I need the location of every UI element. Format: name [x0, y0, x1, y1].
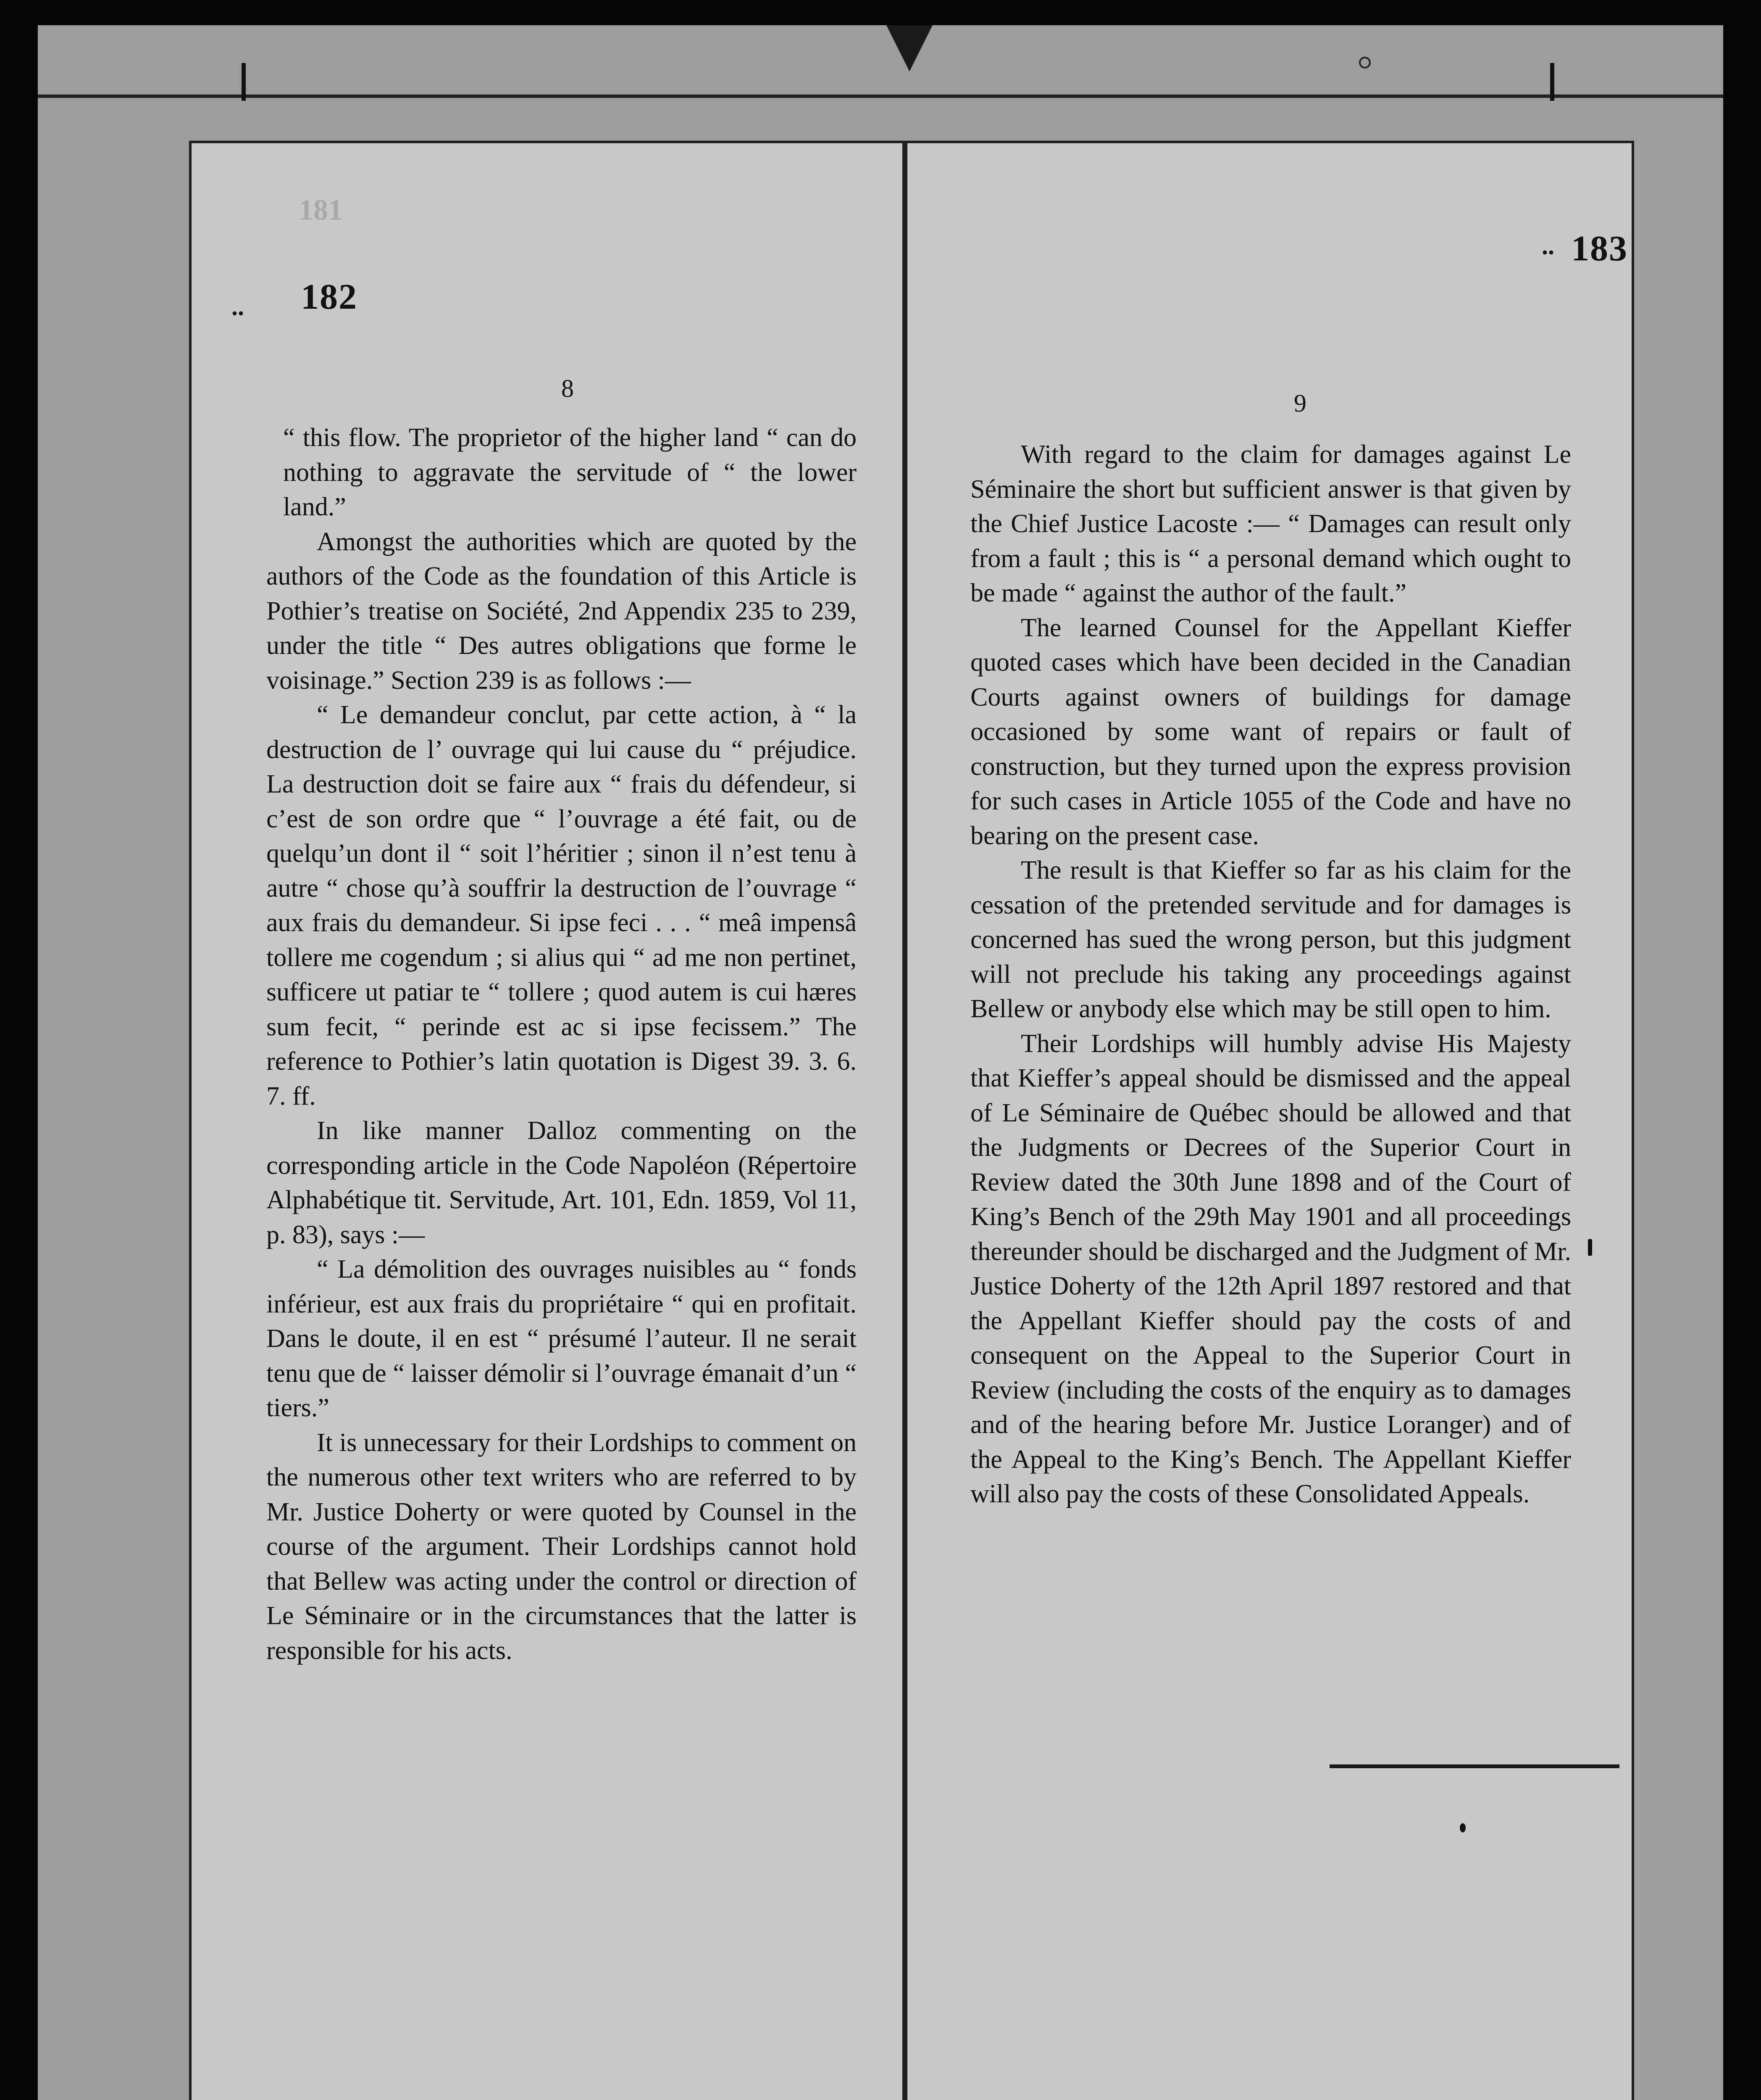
stray-mark: ..	[231, 293, 244, 320]
stray-dot	[1460, 1823, 1466, 1832]
paragraph: Their Lordships will humbly advise His Majesty that Kieffer’s appeal should be dismissed and the appeal of Le Séminaire de Québec should be allowed and that the Judgments or Decrees of the Superior Court in Review dated the 30th June 1898 and of the Court of King’s Bench of the 29th May 1901 and all proceedings thereunder should be discharged and the Judgment of Mr. Justice Doherty of the 12th April 1897 restored and that the Appellant Kieffer should pay the costs of and consequent on the Appeal to the Superior Court in Review (including the costs of the enquiry as to damages and of the hearing before Mr. Justice Loranger) and of the Appeal to the King’s Bench. The Appellant Kieffer will also pay the costs of these Consolidated Appeals.	[970, 1029, 1571, 1508]
frame-notch	[886, 25, 933, 71]
paragraph: The learned Counsel for the Appellant Kieffer quoted cases which have been decided in the Canadian Courts against owners of buildings for damage occasioned by some want of repairs or fault of construction, but they turned upon the express provision for such cases in Article 1055 of the Code and have no bearing on the present case.	[970, 613, 1571, 850]
left-page	[192, 143, 902, 2100]
stray-dot	[1588, 1239, 1592, 1256]
document-sheet	[189, 141, 1634, 2100]
page-number: 182	[301, 276, 357, 317]
folio-number: 9	[1294, 389, 1306, 417]
frame-rule	[38, 94, 1723, 98]
folio-number: 8	[561, 375, 574, 402]
paragraph: “ Le demandeur conclut, par cette action, à “ la destruction de l’ ouvrage qui lui cause du “ préjudice. La destruction doit se faire aux “ frais du défendeur, si c’est de son ordre que “ l’ouvrage a été fait, ou de quelqu’un dont il “ soit l’héritier ; sinon il n’est tenu à autre “ chose qu’à souffrir la destruction de l’ouvrage “ aux frais du demandeur. Si ipse feci . . . “ meâ impensâ tollere me cogendum ; si alius qui “ ad me non pertinet, sufficere ut patiar te “ tollere ; quod autem is cui hæres sum fecit, “ perinde est ac si ipse fecissem.” The reference to Pothier’s latin quotation is Digest 39. 3. 6. 7. ff.	[266, 701, 857, 1110]
paragraph: “ La démolition des ouvrages nuisibles au “ fonds inférieur, est aux frais du propriétaire “ qui en profitait. Dans le doute, il en est “ présumé l’auteur. Il ne serait tenu que de “ laisser démolir si l’ouvrage émanait d’un “ tiers.”	[266, 1255, 857, 1422]
page-body	[266, 420, 857, 1668]
paragraph: With regard to the claim for damages against Le Séminaire the short but sufficient answer is that given by the Chief Justice Lacoste :— “ Damages can result only from a fault ; this is “ a personal demand which ought to be made “ against the author of the fault.”	[970, 440, 1571, 607]
paragraph: In like manner Dalloz commenting on the corresponding article in the Code Napoléon (Répertoire Alphabétique tit. Servitude, Art. 101, Edn. 1859, Vol 11, p. 83), says :—	[266, 1116, 857, 1249]
paragraph: Amongst the authorities which are quoted by the authors of the Code as the foundation of this Article is Pothier’s treatise on Société, 2nd Appendix 235 to 239, under the title “ Des autres obligations que forme le voisinage.” Section 239 is as follows :—	[266, 527, 857, 695]
closing-rule	[1330, 1764, 1619, 1768]
paragraph: The result is that Kieffer so far as his claim for the cessation of the pretended servitude and for damages is concerned has sued the wrong person, but this judgment will not preclude his taking any proceedings against Bellew or anybody else which may be still open to him.	[970, 856, 1571, 1023]
paragraph: It is unnecessary for their Lordships to comment on the numerous other text writers who are referred to by Mr. Justice Doherty or were quoted by Counsel in the course of the argument. Their Lordships cannot hold that Bellew was acting under the control or direction of Le Séminaire or in the circumstances that the latter is responsible for his acts.	[266, 1428, 857, 1665]
frame-tick-left	[242, 63, 246, 101]
page-gutter	[902, 143, 907, 2100]
page-number: 183	[1571, 228, 1628, 268]
stray-mark: ..	[1542, 232, 1554, 260]
faint-page-number: 181	[299, 194, 343, 226]
page-body	[970, 437, 1571, 1512]
paragraph: “ this flow. The proprietor of the higher land “ can do nothing to aggravate the servitude of “ the lower land.”	[283, 423, 857, 521]
right-page	[907, 143, 1632, 2100]
frame-tick-right	[1550, 63, 1554, 101]
stray-dot	[1359, 57, 1371, 68]
